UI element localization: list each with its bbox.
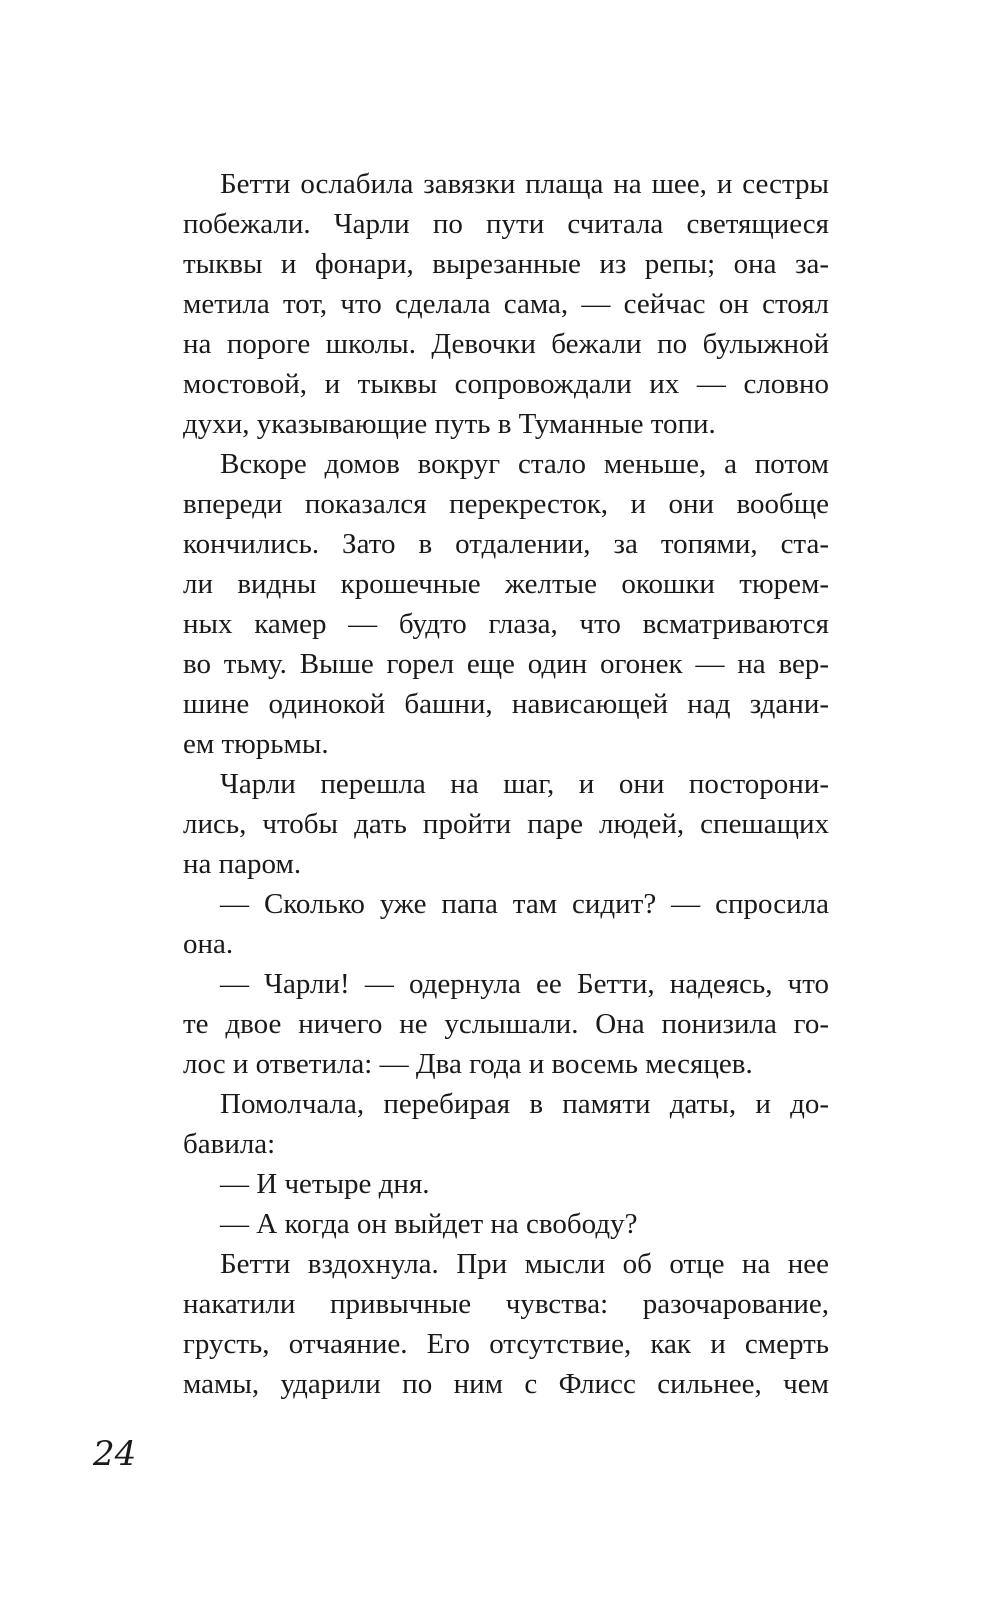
page-number: 24 — [93, 1434, 137, 1474]
text-line: грусть, отчаяние. Его отсутствие, как и смерть — [183, 1328, 829, 1360]
text-line: ли видны крошечные желтые окошки тюрем- — [183, 568, 829, 600]
text-line: на пороге школы. Девочки бежали по булыжной — [183, 328, 829, 360]
text-line: метила тот, что сделала сама, — сейчас он стоял — [183, 288, 829, 320]
text-line: впереди показался перекресток, и они вообще — [183, 488, 829, 520]
text-line: мостовой, и тыквы сопровождали их — словно — [183, 368, 829, 400]
text-line: тыквы и фонари, вырезанные из репы; она за- — [183, 248, 829, 280]
text-line: — Чарли! — одернула ее Бетти, надеясь, что — [220, 968, 829, 1000]
text-line: кончились. Зато в отдалении, за топями, ста- — [183, 528, 829, 560]
text-line: бавила: — [183, 1128, 276, 1160]
text-line: те двое ничего не услышали. Она понизила го- — [183, 1008, 829, 1040]
text-line: лись, чтобы дать пройти паре людей, спешащих — [183, 808, 829, 840]
text-line: Бетти ослабила завязки плаща на шее, и сестры — [220, 168, 829, 200]
text-line: — Сколько уже папа там сидит? — спросила — [220, 888, 829, 920]
text-line: — И четыре дня. — [220, 1168, 430, 1200]
text-line: мамы, ударили по ним с Флисс сильнее, чем — [183, 1368, 829, 1400]
text-line: Помолчала, перебирая в памяти даты, и до- — [220, 1088, 829, 1120]
text-line: накатили привычные чувства: разочарование, — [183, 1288, 829, 1320]
text-line: Бетти вздохнула. При мысли об отце на нее — [220, 1248, 829, 1280]
text-line: духи, указывающие путь в Туманные топи. — [183, 408, 716, 440]
text-line: лос и ответила: — Два года и восемь месяцев. — [183, 1048, 753, 1080]
text-line: — А когда он выйдет на свободу? — [220, 1208, 638, 1240]
text-line: побежали. Чарли по пути считала светящиеся — [183, 208, 829, 240]
text-line: шине одинокой башни, нависающей над здани- — [183, 688, 829, 720]
text-line: Чарли перешла на шаг, и они посторони- — [220, 768, 829, 800]
text-line: ем тюрьмы. — [183, 728, 329, 760]
text-line: на паром. — [183, 848, 302, 880]
text-line: она. — [183, 928, 234, 960]
text-line: ных камер — будто глаза, что всматриваются — [183, 608, 829, 640]
body-text — [183, 164, 829, 1404]
text-line: во тьму. Выше горел еще один огонек — на вер- — [183, 648, 829, 680]
text-line: Вскоре домов вокруг стало меньше, а потом — [220, 448, 829, 480]
